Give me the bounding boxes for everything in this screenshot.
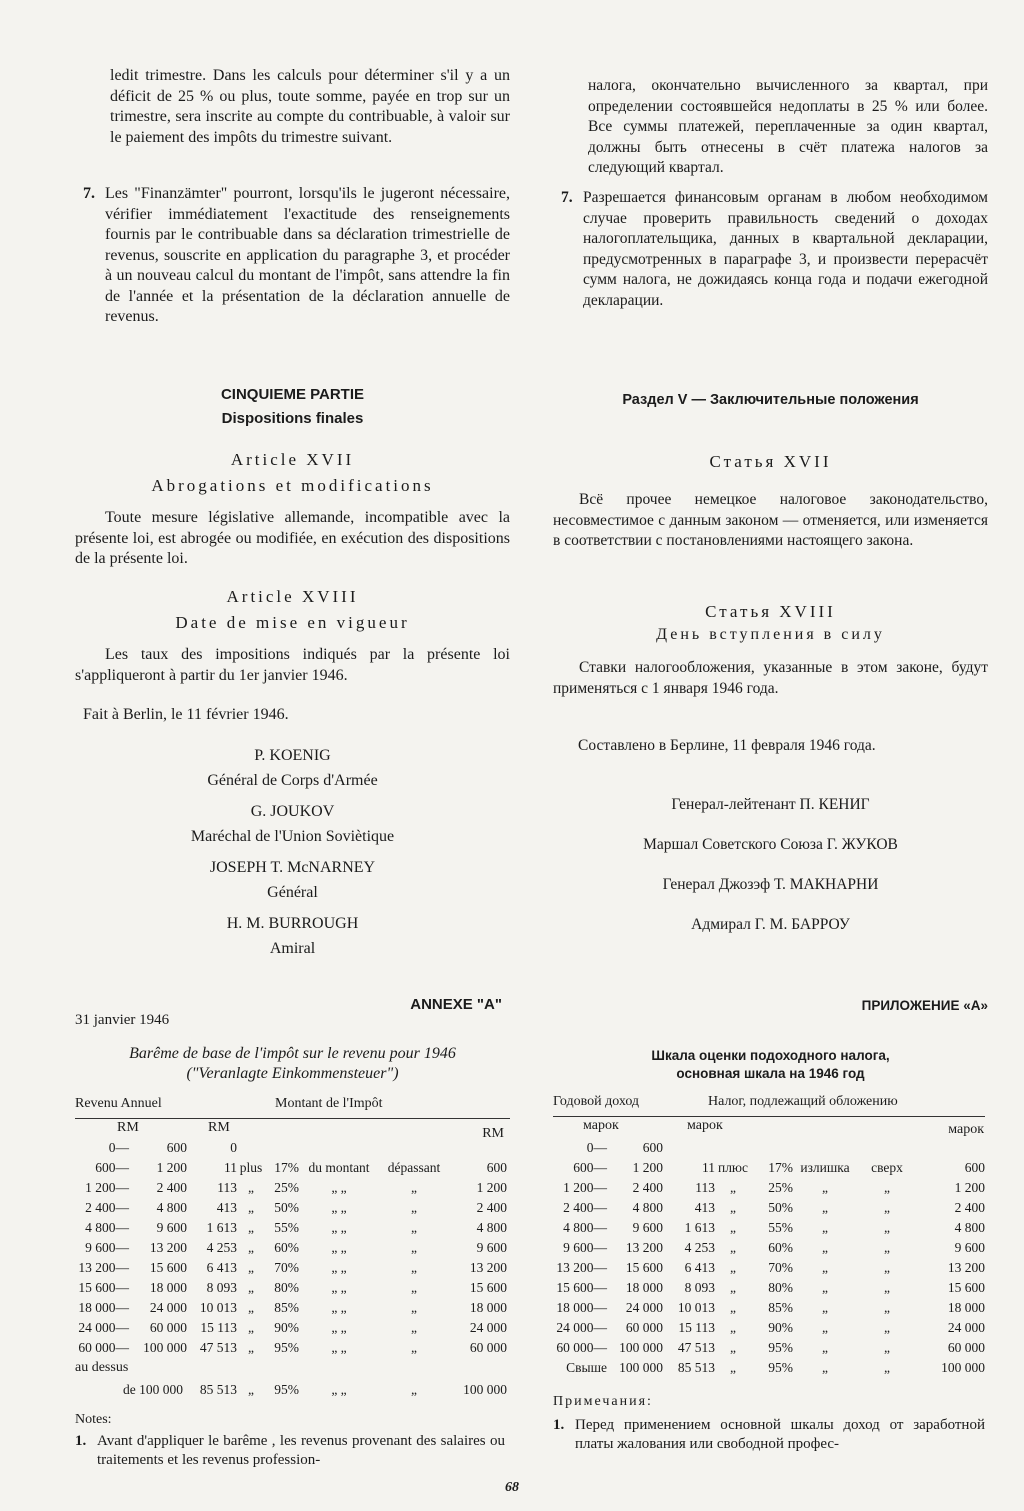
ru-signatory-2: Маршал Советского Союза Г. ЖУКОВ [643,836,898,853]
cell: 11 [702,1160,715,1175]
cell: 18 000 [947,1300,985,1315]
cell: 600 [964,1160,985,1175]
fr-annex-heading: ANNEXE "A" [410,996,502,1013]
table-row [553,1178,985,1198]
table-row [75,1278,507,1298]
cell: 15 600 [947,1280,985,1295]
cell: 6 413 [684,1260,715,1275]
cell: 1 613 [684,1220,715,1235]
cell: 85% [274,1300,299,1315]
cell: „ [411,1180,417,1195]
ru-paragraph-7-text: Разрешается финансовым органам в любом необходимом случае проверить правильность сведений о доходах налогоплательщика, данных в квартальной декларации, предусмотренных в параграфе 3, и произвести перерасчёт сумм налога, не дожидаясь конца года и подачи ежегодной декларации. [583,189,988,309]
cell: сверх [871,1160,903,1175]
cell: „ „ [331,1300,347,1315]
cell: 70% [274,1260,299,1275]
cell: 4 800 [476,1220,507,1235]
cell: „ [411,1220,417,1235]
cell: „ [730,1220,736,1235]
cell: „ [822,1280,828,1295]
cell: „ „ [331,1220,347,1235]
ru-paragraph-continuation: налога, окончательно вычисленного за квартал, при определении состоявшейся недоплаты в 25 % или более. Все суммы платежей, переплаченные за один квартал, должны быть отнесены в счёт платежа налогов за следующий квартал. [588,77,988,176]
fr-table-title: Barême de base de l'impôt sur le revenu pour 1946 [129,1045,456,1062]
fr-annex-date: 31 janvier 1946 [75,1012,170,1028]
cell: „ [884,1180,890,1195]
cell: 9 600 [156,1220,187,1235]
cell: плюс [717,1160,749,1175]
fr-article-17-text: Toute mesure législative allemande, incompatible avec la présente loi, est abrogée ou modifiée, en exécution des dispositions de la présente loi. [75,509,510,567]
ru-header-marok-3: марок [948,1122,984,1137]
cell: 18 000 [469,1300,507,1315]
cell: 17% [768,1160,793,1175]
cell: 50% [768,1200,793,1215]
cell: „ [884,1340,890,1355]
cell: 95% [274,1340,299,1355]
cell: „ [822,1340,828,1355]
cell: „ [884,1280,890,1295]
cell: излишка [800,1160,850,1175]
cell: „ [730,1340,736,1355]
fr-header-montant: Montant de l'Impôt [275,1096,383,1111]
fr-paragraph-continuation: ledit trimestre. Dans les calculs pour déterminer s'il y a un déficit de 25 % ou plus, toute somme, payée en trop sur un trimestre, sera inscrite au compte du contribuable, à valoir sur le paiement des impôts du trimestre suivant. [110,67,510,146]
cell: 15 600 [149,1260,187,1275]
fr-signatory-3-title: Général [267,884,318,901]
cell: 2 400 [954,1200,985,1215]
cell: 25% [768,1180,793,1195]
cell: „ [248,1280,254,1295]
cell: 113 [217,1180,237,1195]
cell: 80% [274,1280,299,1295]
cell: 17% [274,1160,299,1175]
cell: 100 000 [619,1360,663,1375]
table-row [75,1198,507,1218]
fr-article-17-title: Article XVII [230,450,355,469]
cell: „ „ [331,1382,347,1397]
cell: 1 200 [476,1180,507,1195]
ru-article-17-text: Всё прочее немецкое налоговое законодательство, несовместимое с данным законом — отменяется, или изменяется в соответствии с постановлениями настоящего закона. [553,491,988,549]
table-row [553,1158,985,1178]
cell: „ [822,1180,828,1195]
cell: 6 413 [206,1260,237,1275]
cell: de 100 000 [123,1382,183,1397]
table-row [553,1198,985,1218]
ru-article-18-title: Статья XVIII [705,602,836,621]
table-row [553,1358,985,1378]
fr-note-1-number: 1. [75,1433,87,1449]
fr-paragraph-7 [83,184,510,328]
ru-done-at: Составлено в Берлине, 11 февраля 1946 года. [578,737,876,754]
cell: „ [822,1360,828,1375]
cell: 60 000 [469,1340,507,1355]
cell: 24 000 [947,1320,985,1335]
cell: „ [248,1200,254,1215]
cell: 113 [695,1180,715,1195]
cell: 80% [768,1280,793,1295]
cell: 0 [230,1140,237,1155]
cell: 0— [108,1140,129,1155]
cell: 15 600— [556,1280,607,1295]
cell: „ [730,1200,736,1215]
cell: „ [248,1340,254,1355]
cell: 1 200 [632,1160,663,1175]
fr-article-18-text: Les taux des impositions indiqués par la présente loi s'appliqueront à partir du 1er janvier 1946. [75,646,510,684]
page-number: 68 [505,1480,519,1495]
fr-header-rm-2: RM [208,1120,230,1135]
cell: 85% [768,1300,793,1315]
fr-header-revenu: Revenu Annuel [75,1096,162,1111]
cell: 9 600 [476,1240,507,1255]
cell: „ [411,1280,417,1295]
cell: 13 200 [947,1260,985,1275]
ru-tax-table [553,1138,985,1378]
fr-notes-heading: Notes: [75,1412,112,1427]
cell: 50% [274,1200,299,1215]
cell: „ „ [331,1180,347,1195]
cell: „ „ [331,1340,347,1355]
cell: 95% [768,1360,793,1375]
fr-paragraph-7-number: 7. [83,185,95,202]
ru-article-18-text: Ставки налогообложения, указанные в этом законе, будут применяться с 1 января 1946 года. [553,659,988,697]
table-row [553,1258,985,1278]
cell: 11 [224,1160,237,1175]
cell: „ [884,1360,890,1375]
cell: 70% [768,1260,793,1275]
cell [379,1138,449,1158]
cell: „ [248,1180,254,1195]
table-row [75,1298,507,1318]
cell: „ [248,1220,254,1235]
cell: 413 [216,1200,237,1215]
cell: 13 200 [469,1260,507,1275]
cell: 55% [768,1220,793,1235]
cell: „ [884,1240,890,1255]
cell: 1 200 [156,1160,187,1175]
cell: „ [730,1180,736,1195]
table-row [75,1158,507,1178]
cell: 10 013 [199,1300,237,1315]
table-row [553,1278,985,1298]
cell [265,1138,299,1158]
fr-part-title: CINQUIEME PARTIE [220,386,365,403]
cell: 1 613 [206,1220,237,1235]
cell: „ [411,1260,417,1275]
cell: 4 800 [156,1200,187,1215]
cell [715,1138,751,1158]
cell [449,1138,507,1158]
cell: 60% [274,1240,299,1255]
cell: 24 000— [556,1320,607,1335]
ru-signatory-4: Адмирал Г. М. БАРРОУ [691,916,850,933]
cell: 55% [274,1220,299,1235]
cell: 4 800 [954,1220,985,1235]
fr-signatory-1-name: P. KOENIG [254,747,331,764]
fr-paragraph-7-text: Les "Finanzämter" pourront, lorsqu'ils le jugeront nécessaire, vérifier immédiatement l'exactitude des renseignements fournis par le contribuable dans sa déclaration trimestrielle de revenus, souscrite en application du paragraphe 3, et procéder à un nouveau calcul du montant de l'impôt, sans attendre la fin de l'année et la présentation de la déclaration annuelle de revenus. [105,185,510,325]
fr-signatory-4-title: Amiral [269,940,316,957]
cell: dépassant [387,1160,441,1175]
cell: 18 000— [556,1300,607,1315]
cell: plus [239,1160,263,1175]
cell: „ „ [331,1200,347,1215]
cell: „ [822,1320,828,1335]
table-row [75,1338,507,1358]
cell: 18 000 [625,1280,663,1295]
ru-header-marok-1: марок [583,1118,619,1133]
cell: „ [411,1382,417,1397]
cell: 100 000 [941,1360,985,1375]
cell: 600 [166,1140,187,1155]
cell: 4 253 [206,1240,237,1255]
fr-note-1-text: Avant d'appliquer le barême , les revenus provenant des salaires ou traitements et les revenus profession- [97,1433,505,1468]
cell: 85 513 [677,1360,715,1375]
ru-paragraph-7 [561,188,988,311]
cell: „ [822,1200,828,1215]
cell: „ [248,1260,254,1275]
cell: „ [822,1300,828,1315]
cell: „ [884,1320,890,1335]
table-row [75,1258,507,1278]
cell [917,1138,985,1158]
cell: „ [411,1340,417,1355]
cell: 25% [274,1180,299,1195]
cell: „ [730,1360,736,1375]
cell [857,1138,917,1158]
ru-paragraph-7-number: 7. [561,189,573,206]
ru-table-subtitle: основная шкала на 1946 год [676,1066,865,1081]
cell: 90% [768,1320,793,1335]
ru-signatory-1: Генерал-лейтенант П. КЕНИГ [671,796,870,813]
cell: 600 [486,1160,507,1175]
cell: „ [730,1260,736,1275]
cell: 47 513 [199,1340,237,1355]
cell: 100 000 [619,1340,663,1355]
cell: 13 200— [78,1260,129,1275]
table-row [75,1138,507,1158]
cell: 4 800— [85,1220,129,1235]
table-row [75,1318,507,1338]
cell [663,1138,715,1158]
cell: „ [730,1240,736,1255]
cell: 9 600— [563,1240,607,1255]
cell: du montant [308,1160,370,1175]
fr-tax-table [75,1138,507,1358]
cell: „ „ [331,1260,347,1275]
cell: 13 200— [556,1260,607,1275]
cell: „ [822,1240,828,1255]
cell: „ [248,1382,254,1397]
cell: 24 000 [625,1300,663,1315]
cell [751,1138,793,1158]
cell: Свыше [566,1360,607,1375]
cell [299,1138,379,1158]
fr-header-rm-3: RM [482,1126,504,1141]
cell: 60 000— [78,1340,129,1355]
cell: 4 800— [563,1220,607,1235]
fr-header-rule [75,1118,510,1119]
fr-signatory-3-name: JOSEPH T. McNARNEY [209,859,376,876]
cell: „ [248,1240,254,1255]
cell: 9 600— [85,1240,129,1255]
cell: 24 000— [78,1320,129,1335]
cell: „ [248,1300,254,1315]
table-row [553,1238,985,1258]
cell: „ [411,1320,417,1335]
cell: 1 200— [85,1180,129,1195]
cell: 4 253 [684,1240,715,1255]
cell: „ [884,1220,890,1235]
cell: 15 600— [78,1280,129,1295]
table-row [553,1138,985,1158]
cell: 2 400— [85,1200,129,1215]
cell: 2 400— [563,1200,607,1215]
ru-note-1-text: Перед применением основной шкалы доход от заработной платы жалования или свободной профес- [575,1417,985,1452]
cell: 9 600 [632,1220,663,1235]
cell: 47 513 [677,1340,715,1355]
cell [793,1138,857,1158]
cell: 100 000 [463,1382,507,1397]
cell: „ „ [331,1240,347,1255]
cell: „ [248,1320,254,1335]
cell: 60 000— [556,1340,607,1355]
cell: „ [884,1300,890,1315]
cell: 4 800 [632,1200,663,1215]
ru-note-1 [553,1416,985,1454]
cell: 10 013 [677,1300,715,1315]
fr-article-17-subtitle: Abrogations et modifications [151,476,434,495]
cell: 413 [694,1200,715,1215]
table-row [553,1218,985,1238]
table-row [553,1338,985,1358]
cell: „ [730,1320,736,1335]
cell: „ [884,1200,890,1215]
fr-signatory-4-name: H. M. BURROUGH [226,915,359,932]
ru-note-1-number: 1. [553,1417,565,1433]
fr-tax-table-last-row [75,1380,507,1400]
cell: 24 000 [469,1320,507,1335]
ru-article-18-subtitle: День вступления в силу [656,626,885,643]
cell: „ „ [331,1320,347,1335]
cell: 2 400 [632,1180,663,1195]
cell: 8 093 [206,1280,237,1295]
fr-article-18-subtitle: Date de mise en vigueur [175,613,410,632]
fr-row-above-label: au dessus [75,1360,129,1375]
ru-article-17-title: Статья XVII [709,452,832,471]
cell: 15 113 [200,1320,237,1335]
cell: 100 000 [143,1340,187,1355]
cell: 2 400 [476,1200,507,1215]
cell: 1 200 [954,1180,985,1195]
cell: 9 600 [954,1240,985,1255]
cell: 85 513 [199,1382,237,1397]
cell: 13 200 [149,1240,187,1255]
cell: „ [730,1300,736,1315]
cell: 2 400 [156,1180,187,1195]
cell: 60 000 [625,1320,663,1335]
fr-header-rm-1: RM [117,1120,139,1135]
cell: „ [411,1300,417,1315]
ru-header-marok-2: марок [687,1118,723,1133]
cell: 0— [586,1140,607,1155]
fr-done-at: Fait à Berlin, le 11 février 1946. [83,706,289,723]
ru-part-title: Раздел V — Заключительные положения [622,392,919,408]
ru-header-income: Годовой доход [553,1094,640,1109]
table-row [553,1298,985,1318]
ru-header-rule [553,1116,985,1117]
table-row [75,1178,507,1198]
cell: 15 600 [469,1280,507,1295]
fr-signatory-2-name: G. JOUKOV [250,803,335,820]
cell: 1 200— [563,1180,607,1195]
cell: 600 [642,1140,663,1155]
cell: 60 000 [947,1340,985,1355]
fr-note-1 [75,1432,505,1470]
table-row [553,1318,985,1338]
cell: 95% [768,1340,793,1355]
fr-table-subtitle: ("Veranlagte Einkommensteuer") [186,1065,399,1082]
cell: 95% [274,1382,299,1397]
cell: „ [730,1280,736,1295]
cell: „ „ [331,1280,347,1295]
fr-signatory-1-title: Général de Corps d'Armée [207,772,378,789]
fr-part-subtitle: Dispositions finales [221,410,364,427]
cell: 90% [274,1320,299,1335]
cell: 24 000 [149,1300,187,1315]
cell: „ [822,1260,828,1275]
cell: 8 093 [684,1280,715,1295]
ru-signatory-3: Генерал Джозэф Т. МАКНАРНИ [662,876,879,893]
cell: „ [411,1200,417,1215]
cell: „ [411,1240,417,1255]
table-row [75,1380,507,1400]
fr-signatory-2-title: Maréchal de l'Union Soviètique [190,828,395,845]
table-row [75,1218,507,1238]
cell: 60% [768,1240,793,1255]
cell: 60 000 [149,1320,187,1335]
cell: 15 113 [678,1320,715,1335]
ru-table-title: Шкала оценки подоходного налога, [651,1048,890,1063]
cell: „ [822,1220,828,1235]
cell: 15 600 [625,1260,663,1275]
cell: 18 000 [149,1280,187,1295]
ru-notes-heading: Примечания: [553,1394,653,1409]
ru-annex-heading: ПРИЛОЖЕНИЕ «А» [861,998,988,1013]
cell: 18 000— [78,1300,129,1315]
cell: 600— [573,1160,607,1175]
table-row [75,1238,507,1258]
cell: „ [884,1260,890,1275]
fr-article-18-title: Article XVIII [226,587,359,606]
cell: 600— [95,1160,129,1175]
cell [237,1138,265,1158]
cell: 13 200 [625,1240,663,1255]
ru-header-tax: Налог, подлежащий обложению [708,1094,898,1109]
